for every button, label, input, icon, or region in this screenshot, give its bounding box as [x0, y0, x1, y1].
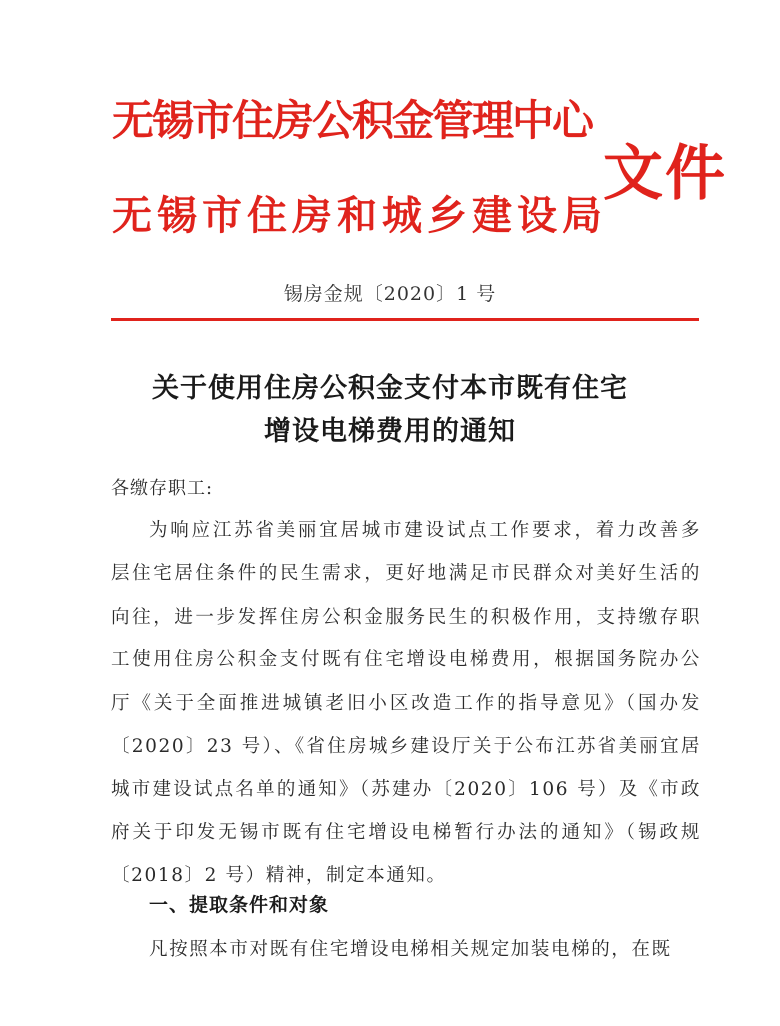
document-number: 锡房金规〔2020〕1 号 — [283, 283, 497, 305]
body-line: 凡按照本市对既有住宅增设电梯相关规定加装电梯的，在既 — [149, 939, 672, 960]
salutation: 各缴存职工: — [111, 478, 214, 499]
body-line: 〔2018〕2 号）精神，制定本通知。 — [111, 865, 447, 886]
section-heading-1: 一、提取条件和对象 — [149, 894, 330, 916]
red-divider — [111, 318, 699, 321]
body-line: 〔2020〕23 号）、《省住房城乡建设厅关于公布江苏省美丽宜居 — [111, 736, 701, 757]
issuer-housing-construction-bureau: 无锡市住房和城乡建设局 — [112, 192, 607, 239]
body-line: 向往，进一步发挥住房公积金服务民生的积极作用，支持缴存职 — [111, 607, 701, 628]
body-line: 府关于印发无锡市既有住宅增设电梯暂行办法的通知》（锡政规 — [111, 822, 701, 843]
document-label: 文件 — [603, 139, 727, 209]
body-line: 为响应江苏省美丽宜居城市建设试点工作要求，着力改善多 — [149, 520, 701, 541]
document-title-line-1: 关于使用住房公积金支付本市既有住宅 — [152, 373, 628, 404]
body-line: 厅《关于全面推进城镇老旧小区改造工作的指导意见》（国办发 — [111, 693, 701, 714]
body-line: 层住宅居住条件的民生需求，更好地满足市民群众对美好生活的 — [111, 563, 701, 584]
document-title-line-2: 增设电梯费用的通知 — [264, 416, 516, 447]
body-line: 城市建设试点名单的通知》（苏建办〔2020〕106 号）及《市政 — [111, 779, 701, 800]
body-line: 工使用住房公积金支付既有住宅增设电梯费用，根据国务院办公 — [111, 649, 701, 670]
issuer-housing-fund-center: 无锡市住房公积金管理中心 — [112, 96, 593, 145]
